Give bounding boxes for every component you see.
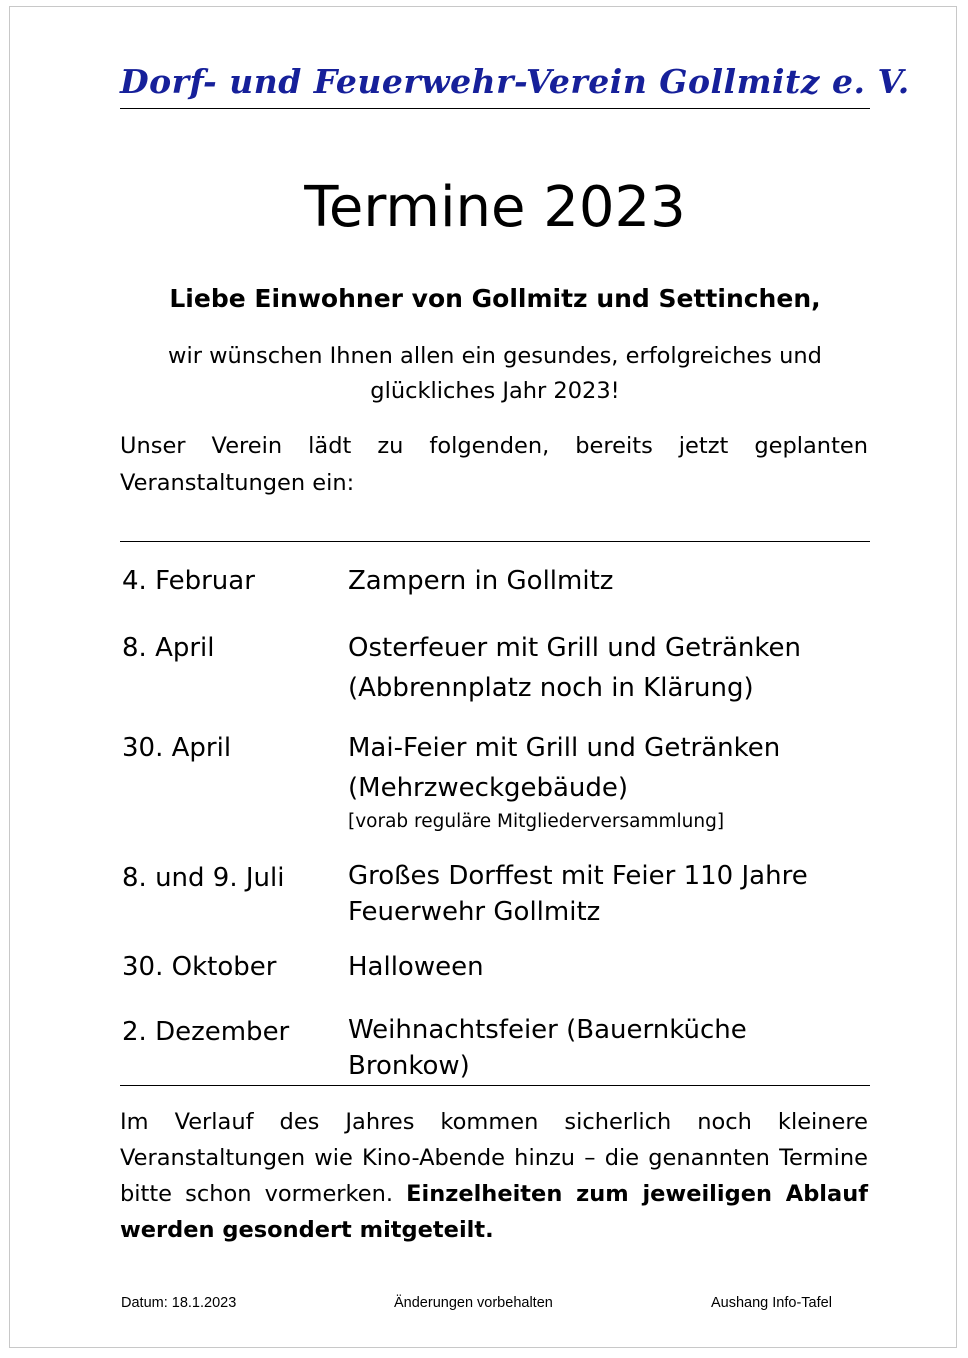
events-top-rule xyxy=(120,541,870,542)
event-description xyxy=(348,561,878,601)
event-note: [vorab reguläre Mitgliederversammlung] xyxy=(348,811,725,832)
event-date: 2. Dezember xyxy=(122,1017,290,1047)
event-date: 30. April xyxy=(122,733,232,763)
page-title: Termine 2023 xyxy=(304,175,686,240)
event-line: Feuerwehr Gollmitz xyxy=(348,897,601,927)
event-description xyxy=(348,1012,878,1084)
closing-text: Im Verlauf des Jahres kommen sicherlich noch kleinere Veranstaltungen wie Kino-Abende hinzu – die genannten Termine bitte schon vormerken. xyxy=(120,1109,868,1207)
event-date: 4. Februar xyxy=(122,566,255,596)
club-name-header: Dorf- und Feuerwehr-Verein Gollmitz e. V. xyxy=(120,62,910,101)
event-date: 8. und 9. Juli xyxy=(122,863,285,893)
closing-bold-text: Einzelheiten zum jeweiligen Ablauf werden gesondert mitgeteilt. xyxy=(120,1181,868,1243)
footer-changes-note: Änderungen vorbehalten xyxy=(394,1295,553,1311)
wishes-line-1: wir wünschen Ihnen allen ein gesundes, erfolgreiches und xyxy=(168,343,822,369)
header-rule xyxy=(120,108,870,109)
event-date: 8. April xyxy=(122,633,215,663)
event-description xyxy=(348,728,878,836)
footer-date: Datum: 18.1.2023 xyxy=(121,1295,237,1311)
event-line: (Mehrzweckgebäude) xyxy=(348,773,629,803)
invitation-text: Unser Verein lädt zu folgenden, bereits jetzt geplanten Veranstaltungen ein: xyxy=(120,433,868,496)
wishes-line-2: glückliches Jahr 2023! xyxy=(370,378,620,404)
event-line: Mai-Feier mit Grill und Getränken xyxy=(348,733,781,763)
footer-posting-note: Aushang Info-Tafel xyxy=(711,1295,832,1311)
event-line: Bronkow) xyxy=(348,1051,470,1081)
event-description xyxy=(348,947,878,987)
event-line: Weihnachtsfeier (Bauernküche xyxy=(348,1015,747,1045)
event-line: Halloween xyxy=(348,952,484,982)
event-line: (Abbrennplatz noch in Klärung) xyxy=(348,673,754,703)
new-year-wishes xyxy=(120,339,870,409)
event-line: Zampern in Gollmitz xyxy=(348,566,614,596)
closing-paragraph xyxy=(120,1104,868,1248)
greeting: Liebe Einwohner von Gollmitz und Settinchen, xyxy=(169,284,821,313)
event-date: 30. Oktober xyxy=(122,952,277,982)
event-description xyxy=(348,628,878,708)
events-bottom-rule xyxy=(120,1085,870,1086)
event-description xyxy=(348,858,878,930)
event-line: Großes Dorffest mit Feier 110 Jahre xyxy=(348,861,808,891)
event-line: Osterfeuer mit Grill und Getränken xyxy=(348,633,802,663)
